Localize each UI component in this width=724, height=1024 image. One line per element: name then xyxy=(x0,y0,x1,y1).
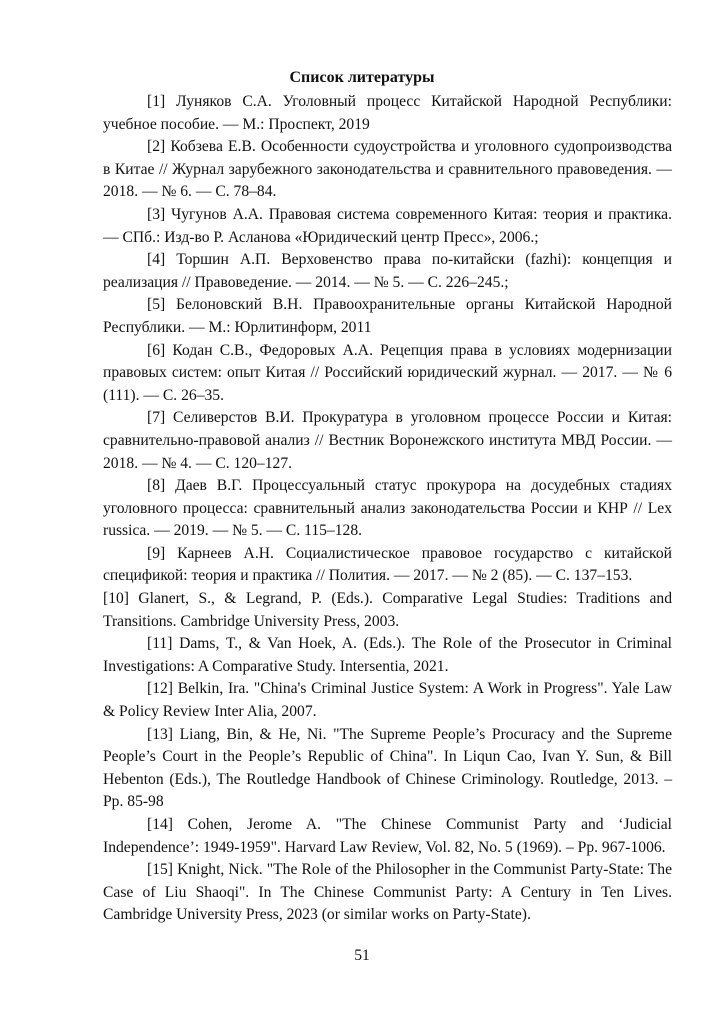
page-number: 51 xyxy=(354,947,370,964)
reference-item-1: [1] Луняков С.А. Уголовный процесс Китайской Народной Республики: учебное пособие. — М.: Проспект, 2019 xyxy=(103,93,672,133)
reference-item-4: [4] Торшин А.П. Верховенство права по-китайски (fazhi): концепция и реализация // Правоведение. — 2014. — № 5. — С. 226–245.; xyxy=(103,251,672,291)
reference-item-15: [15] Knight, Nick. "The Role of the Philosopher in the Communist Party-State: The Case of Liu Shaoqi". In The Chinese Communist Party: A Century in Ten Lives. Cambridge University Press, 2023 (or similar works on Party-State). xyxy=(103,861,672,924)
reference-item-6: [6] Кодан С.В., Федоровых А.А. Рецепция права в условиях модернизации правовых систем: опыт Китая // Российский юридический журнал. — 2017. — № 6 (111). — С. 26–35. xyxy=(103,341,672,404)
reference-item-3: [3] Чугунов А.А. Правовая система современного Китая: теория и практика. — СПб.: Изд-во Р. Асланова «Юридический центр Пресс», 2006.; xyxy=(103,205,672,246)
reference-list xyxy=(103,91,672,927)
bibliography-title: Список литературы xyxy=(289,69,435,86)
reference-item-7: [7] Селиверстов В.И. Прокуратура в уголовном процессе России и Китая: сравнительно-правовой анализ // Вестник Воронежского института МВД России. — 2018. — № 4. — С. 120–127. xyxy=(103,409,672,472)
reference-item-8: [8] Даев В.Г. Процессуальный статус прокурора на досудебных стадиях уголовного процесса: сравнительный анализ законодательства России и КНР // Lex russica. — 2019. — № 5. — С. 115–128. xyxy=(103,477,672,540)
reference-item-14: [14] Cohen, Jerome A. "The Chinese Communist Party and ‘Judicial Independence’: 1949-1959". Harvard Law Review, Vol. 82, No. 5 (1969). – Pp. 967-1006. xyxy=(103,816,672,856)
reference-item-12: [12] Belkin, Ira. "China's Criminal Justice System: A Work in Progress". Yale Law & Policy Review Inter Alia, 2007. xyxy=(103,680,672,721)
reference-item-2: [2] Кобзева Е.В. Особенности судоустройства и уголовного судопроизводства в Китае // Журнал зарубежного законодательства и сравнительного правоведения. — 2018. — № 6. — С. 78–84. xyxy=(103,138,672,201)
reference-item-10: [10] Glanert, S., & Legrand, P. (Eds.). Comparative Legal Studies: Traditions and Transitions. Cambridge University Press, 2003. xyxy=(103,590,672,630)
reference-item-11: [11] Dams, T., & Van Hoek, A. (Eds.). The Role of the Prosecutor in Criminal Investigations: A Comparative Study. Intersentia, 2021. xyxy=(103,635,672,675)
reference-item-13: [13] Liang, Bin, & He, Ni. "The Supreme People’s Procuracy and the Supreme People’s Court in the People’s Republic of China". In Liqun Cao, Ivan Y. Sun, & Bill Hebenton (Eds.), The Routledge Handbook of Chinese Criminology. Routledge, 2013. – Pp. 85-98 xyxy=(103,725,672,811)
reference-item-9: [9] Карнеев А.Н. Социалистическое правовое государство с китайской спецификой: теория и практика // Полития. — 2017. — № 2 (85). — С. 137–153. xyxy=(103,544,672,585)
reference-item-5: [5] Белоновский В.Н. Правоохранительные органы Китайской Народной Республики. — М.: Юрлитинформ, 2011 xyxy=(103,296,672,336)
